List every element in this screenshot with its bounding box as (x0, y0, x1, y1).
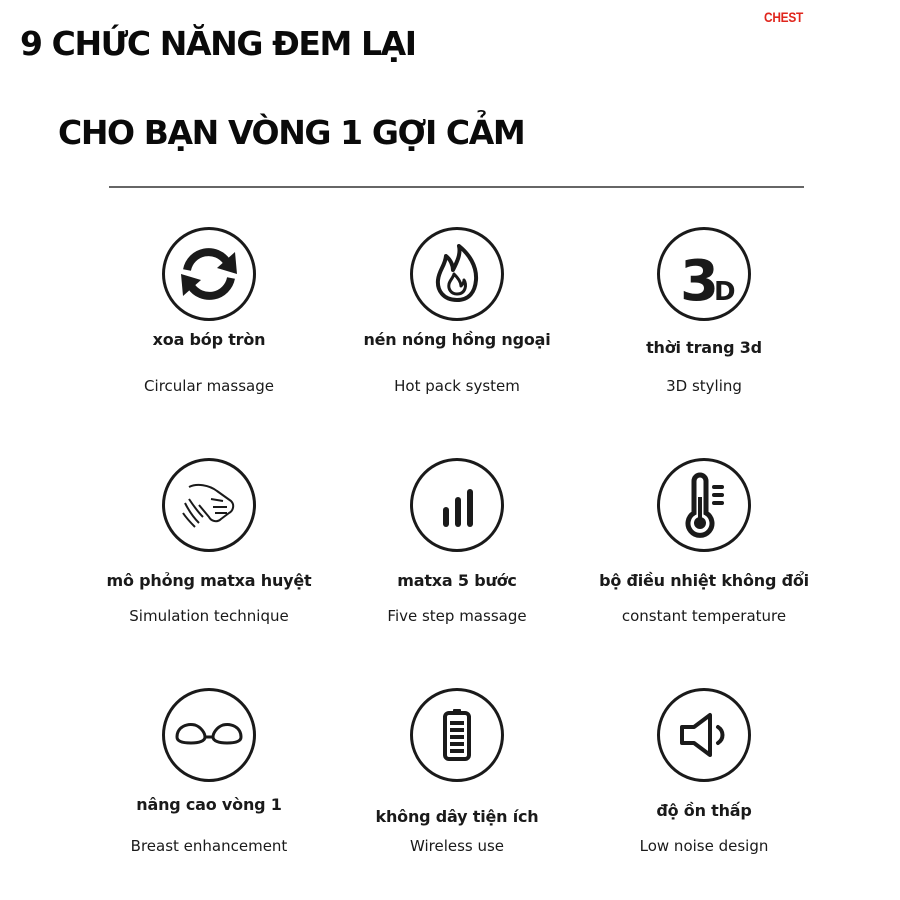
feature-8-title: không dây tiện ích (375, 807, 539, 826)
feature-1-subtitle: Circular massage (144, 377, 274, 395)
feature-3-title: thời trang 3d (646, 338, 762, 357)
feature-9-title: độ ồn thấp (656, 801, 752, 820)
thermometer-icon (657, 458, 751, 552)
feature-2-subtitle: Hot pack system (394, 377, 520, 395)
flame-icon (410, 227, 504, 321)
battery-icon (410, 688, 504, 782)
feature-6-subtitle: constant temperature (621, 607, 787, 625)
feature-4-title: mô phỏng matxa huyệt (106, 571, 312, 590)
3d-icon-letter: D (714, 277, 736, 307)
3d-icon (657, 227, 751, 321)
feature-3-subtitle: 3D styling (666, 377, 742, 395)
bars-icon (410, 458, 504, 552)
feature-4-subtitle: Simulation technique (129, 607, 289, 625)
divider (109, 186, 804, 188)
page-title-line2: CHO BẠN VÒNG 1 GỢI CẢM (58, 113, 525, 152)
brand-logo: CHEST (764, 9, 804, 25)
feature-9-subtitle: Low noise design (639, 837, 769, 855)
feature-2-title: nén nóng hồng ngoại (363, 330, 551, 349)
hand-icon (162, 458, 256, 552)
feature-5-subtitle: Five step massage (387, 607, 527, 625)
feature-7-subtitle: Breast enhancement (130, 837, 288, 855)
feature-5-title: matxa 5 bước (397, 571, 517, 590)
speaker-icon (657, 688, 751, 782)
page-title-line1: 9 CHỨC NĂNG ĐEM LẠI (20, 24, 416, 63)
feature-7-title: nâng cao vòng 1 (136, 795, 282, 814)
feature-1-title: xoa bóp tròn (152, 330, 266, 349)
feature-6-title: bộ điều nhiệt không đổi (599, 571, 809, 590)
3d-icon-digit: 3 (680, 249, 719, 314)
bra-icon (162, 688, 256, 782)
rotate-arrows-icon (162, 227, 256, 321)
feature-8-subtitle: Wireless use (409, 837, 505, 855)
